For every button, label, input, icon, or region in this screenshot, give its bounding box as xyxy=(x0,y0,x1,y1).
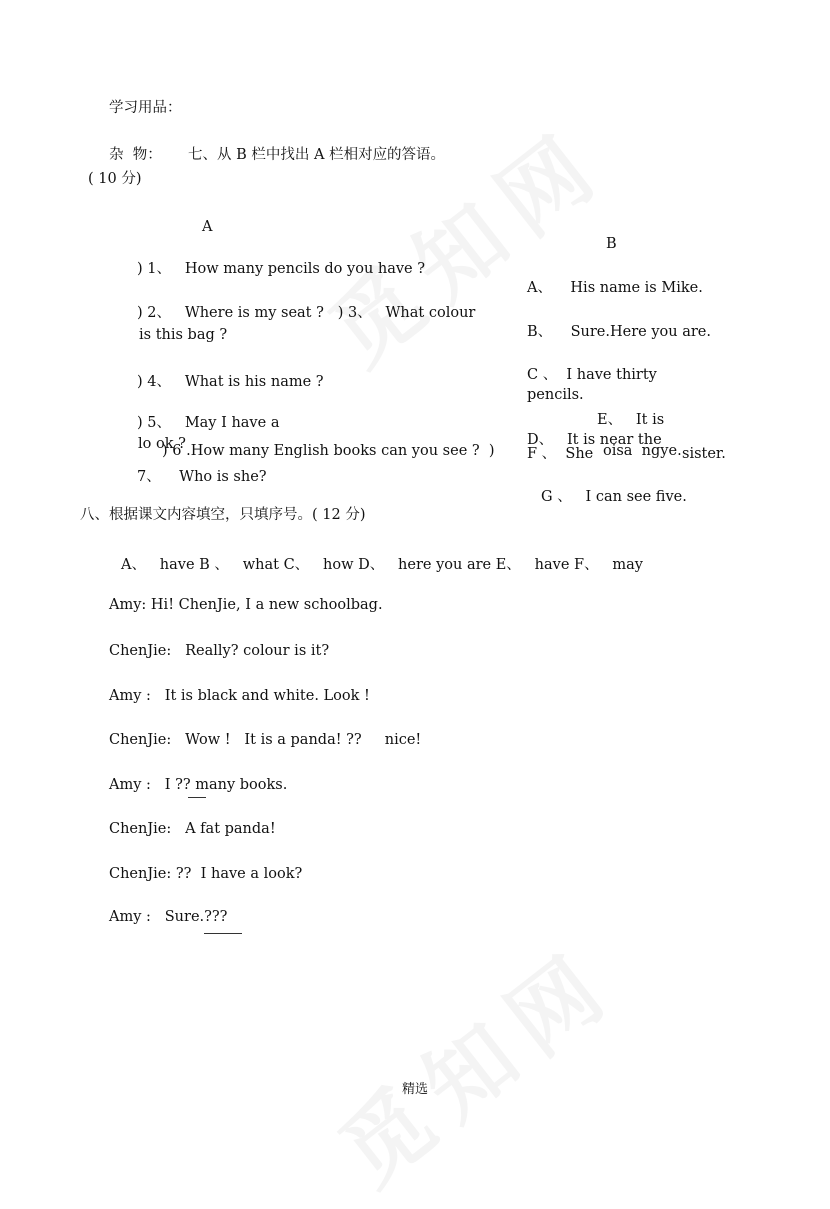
dialogue-line-5: Amy : I ?? many books. xyxy=(109,777,288,793)
page-footer: 精选 xyxy=(402,1082,429,1097)
dialogue-line-7: ChenJie: ?? I have a look? xyxy=(109,866,303,882)
blank-underline xyxy=(188,797,206,798)
answer-e-overlap: oisa ngye. xyxy=(603,443,682,459)
supplies-label: 学习用品： xyxy=(109,100,182,116)
section8-options: A、 have B 、 what C、 how D、 here you are E、 have F、 may xyxy=(121,557,643,573)
answer-a: A、 His name is Mike. xyxy=(527,280,703,296)
question-5-cont: lo ok ? xyxy=(138,436,186,452)
answer-d: D、 It is near the xyxy=(527,432,662,448)
answer-c: C 、 I have thirty xyxy=(527,367,657,383)
question-6: ) 6 .How many English books can you see ? ) xyxy=(162,443,495,459)
column-b-heading: B xyxy=(606,236,617,252)
answer-c-cont: pencils. xyxy=(527,387,584,403)
answer-f-cont: sister. xyxy=(682,446,726,462)
misc-label: 杂 物： xyxy=(109,147,162,163)
answer-g: G 、 I can see five. xyxy=(541,489,687,505)
dialogue-line-1: Amy: Hi! ChenJie, I a new schoolbag. xyxy=(109,597,383,613)
answer-e: E、 It is xyxy=(597,412,665,428)
dialogue-line-3: Amy : It is black and white. Look ! xyxy=(109,688,370,704)
question-4: ) 4、 What is his name ? xyxy=(137,374,324,390)
watermark-bottom xyxy=(310,914,638,1209)
section8-title: 八、根据课文内容填空，只填序号。( 12 分) xyxy=(80,507,366,523)
blank-underline-2 xyxy=(204,933,242,934)
answer-b: B、 Sure.Here you are. xyxy=(527,324,711,340)
question-1: ) 1、 How many pencils do you have ? xyxy=(137,261,426,277)
section7-title: 七、从 B 栏中找出 A 栏相对应的答语。 xyxy=(188,147,446,163)
column-a-heading: A xyxy=(202,219,213,235)
dialogue-line-2: ChenJie: Really? colour is it? xyxy=(109,643,330,659)
question-3-cont: is this bag ? xyxy=(139,327,228,343)
answer-f: F 、 She xyxy=(527,446,594,462)
question-2-3: ) 2、 Where is my seat ? ) 3、 What colour xyxy=(137,305,476,321)
watermark xyxy=(300,94,628,389)
dialogue-line-6: ChenJie: A fat panda! xyxy=(109,821,276,837)
dialogue-line-8: Amy : Sure.??? xyxy=(109,909,228,925)
section7-points: ( 10 分) xyxy=(88,171,142,187)
dialogue-line-4: ChenJie: Wow ! It is a panda! ?? nice! xyxy=(109,732,422,748)
question-5: ) 5、 May I have a xyxy=(137,415,280,431)
question-7: 7、 Who is she? xyxy=(137,469,267,485)
